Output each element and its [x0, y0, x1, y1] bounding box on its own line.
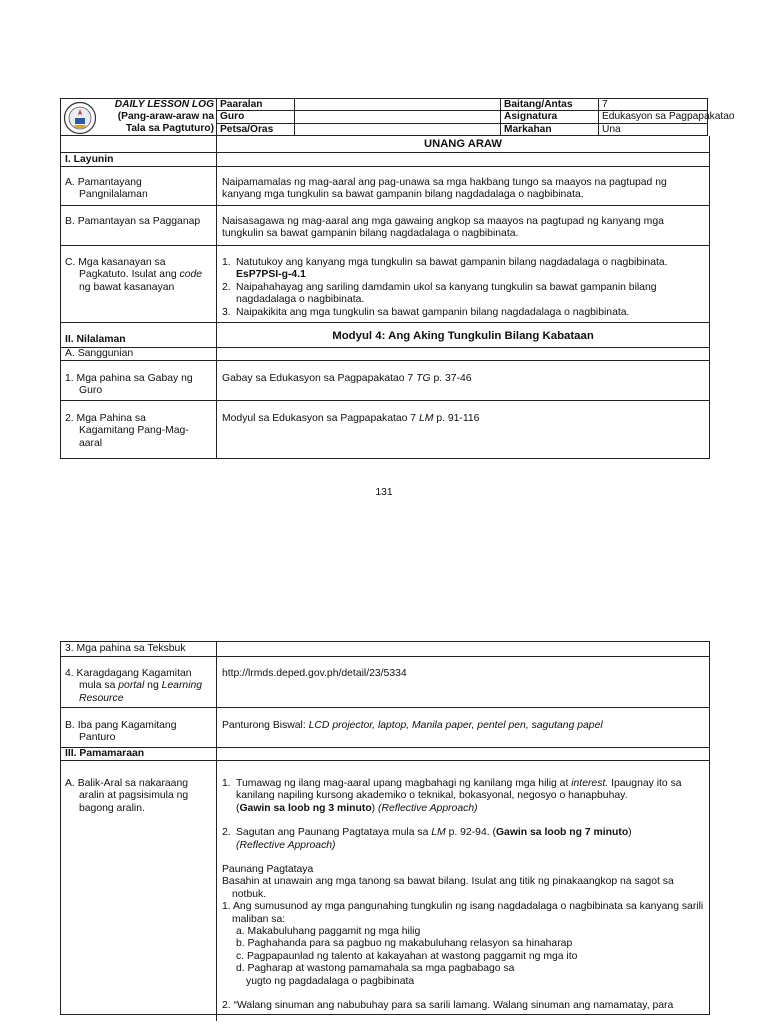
iba-prefix: Panturong Biswal: — [222, 720, 306, 731]
dll-title: DAILY LESSON LOG — [114, 99, 214, 110]
step-2: 2. Sagutan ang Paunang Pagtataya mula sa LM p. 92-94. (Gawin sa loob ng 7 minuto) (Reflective Approach) — [222, 827, 632, 851]
asignatura-value: Edukasyon sa Pagpapakatao — [599, 111, 707, 123]
gabay-tg: TG — [416, 373, 431, 384]
page-number: 131 — [375, 487, 393, 498]
choice-d: d. Pagharap at wastong pamamahala sa mga pagbabago sa yugto ng pagdadalaga o pagbibinata — [236, 963, 515, 987]
c-item-2: 2. Naipahahayag ang sariling damdamin ukol sa kanyang tungkulin sa bawat gampanin bilang nagdadalaga o nagbibinata. — [222, 281, 657, 306]
guro-value — [295, 111, 501, 123]
deped-seal-icon — [63, 101, 97, 135]
asignatura-label: Asignatura — [501, 111, 599, 123]
kagamitan-label-line2: Kagamitang Pang-Mag- — [79, 425, 189, 437]
modyul-title: Modyul 4: Ang Aking Tungkulin Bilang Kabataan — [332, 330, 594, 342]
sanggunian-row — [61, 348, 709, 361]
layunin-row — [61, 153, 709, 167]
paaralan-value — [295, 99, 501, 111]
karagdagang-label-line1: 4. Karagdagang Kagamitan — [65, 668, 192, 679]
portal-word: portal — [118, 680, 145, 692]
kagamitan-lm: LM — [418, 413, 434, 424]
step-1: 1. Tumawag ng ilang mag-aaral upang magbahagi ng kanilang mga hilig at interest. Ipaugnay ito sa kanilang napiling kursong akademiko o teknikal, bokasyonal, negosyo o hanapbuhay. (Gawin sa loob ng 3 minuto) (Reflective Approach) — [222, 778, 682, 814]
c-item-3: 3. Naipakikita ang mga tungkulin sa bawat gampanin bilang nagdadalaga o nagbibinata. — [222, 306, 630, 318]
balik-label-line1: A. Balik-Aral sa nakaraang — [65, 778, 189, 789]
gabay-label-line1: 1. Mga pahina sa Gabay ng — [65, 373, 193, 384]
choice-c: c. Pagpapaunlad ng talento at kakayahan at wastong paggamit ng mga ito — [236, 950, 578, 962]
kasanayan-row — [61, 246, 709, 323]
gabay-pages: p. 37-46 — [433, 373, 472, 384]
layunin-heading: I. Layunin — [61, 153, 217, 166]
a-text: Naipamamalas ng mag-aaral ang pag-unawa sa mga hakbang tungo sa maayos na pagtupad ng kanyang mga tungkulin sa bawat gampanin bilang nagdadalaga o nagbibinata. — [222, 177, 667, 201]
c-label-line2: Pagkatuto. Isulat ang — [79, 269, 177, 281]
dll-subtitle-1: (Pang-araw-araw na — [117, 111, 214, 123]
nilalaman-heading: II. Nilalaman — [61, 323, 217, 347]
markahan-label: Markahan — [501, 124, 599, 136]
pamamaraan-heading: III. Pamamaraan — [61, 748, 217, 760]
kagamitan-text: Modyul sa Edukasyon sa Pagpapakatao 7 — [222, 413, 417, 424]
karagdagang-row: 4. Karagdagang Kagamitan mula sa portal ng Learning Resource http://lrmds.deped.gov.ph/detail/23/5334 — [61, 657, 709, 708]
paunang-instructions: Basahin at unawain ang mga tanong sa bawat bilang. Isulat ang titik ng pinakaangkop na sagot sa notbuk. — [222, 876, 674, 900]
lesson-table-page-2 — [60, 641, 710, 1015]
guro-label: Guro — [217, 111, 295, 123]
teksbuk-row — [61, 642, 709, 657]
question-1: 1. Ang sumusunod ay mga pangunahing tungkulin ng isang nagdadalaga o nagbibinata sa kanyang sarili maliban sa: — [222, 901, 704, 925]
choice-b: b. Paghahanda para sa pagbuo ng makabuluhang relasyon sa hinaharap — [236, 938, 573, 950]
kagamitan-row — [61, 401, 709, 458]
pamamaraan-row — [61, 748, 709, 761]
lesson-log-header — [60, 98, 735, 136]
balik-label-line2: aralin at pagsisimula ng — [79, 790, 189, 802]
a-label-line1: A. Pamantayang — [65, 177, 142, 188]
pamantayan-pagganap-row — [61, 206, 709, 246]
day-title: UNANG ARAW — [424, 138, 502, 150]
b-text: Naisasagawa ng mag-aaral ang mga gawaing angkop sa maayos na pagtupad ng kanyang mga tungkulin sa bawat gampanin bilang nagdadalaga o nagbibinata. — [222, 216, 664, 240]
gabay-label-line2: Guro — [79, 385, 103, 397]
b-label: B. Pamantayan sa Pagganap — [61, 206, 217, 245]
iba-kagamitan-row — [61, 708, 709, 748]
lesson-table-page-1 — [60, 136, 710, 459]
title-block — [61, 99, 217, 136]
choice-a: a. Makabuluhang paggamit ng mga hilig — [236, 926, 421, 938]
question-2: 2. “Walang sinuman ang nabubuhay para sa sarili lamang. Walang sinuman ang namamatay, para — [222, 1000, 674, 1012]
iba-items: LCD projector, laptop, Manila paper, pentel pen, sagutang papel — [308, 720, 603, 731]
step-2-time: Gawin sa loob ng 7 minuto — [495, 827, 629, 839]
sanggunian-label: A. Sanggunian — [61, 348, 217, 360]
dll-subtitle-2: Tala sa Pagtuturo) — [125, 123, 214, 135]
gabay-text: Gabay sa Edukasyon sa Pagpapakatao 7 — [222, 373, 414, 384]
petsa-value — [295, 124, 501, 136]
question-1-choices — [222, 926, 704, 988]
step-1-time: Gawin sa loob ng 3 minuto — [239, 802, 372, 814]
c-item-1: 1. Natutukoy ang kanyang mga tungkulin sa bawat gampanin bilang nagdadalaga o nagbibinata. EsP7PSI-g-4.1 — [222, 257, 668, 281]
iba-label-line1: B. Iba pang Kagamitang — [65, 720, 177, 731]
kagamitan-label-line3: aaral — [79, 437, 103, 449]
kagamitan-pages: p. 91-116 — [436, 413, 480, 424]
a-label-line2: Pangnilalaman — [79, 189, 148, 201]
balik-label-line3: bagong aralin. — [79, 802, 145, 814]
petsa-label: Petsa/Oras — [217, 124, 295, 136]
baitang-label: Baitang/Antas — [501, 99, 599, 111]
paunang-title: Paunang Pagtataya — [222, 864, 314, 876]
gabay-row — [61, 361, 709, 401]
pamantayang-pangnilalaman-row — [61, 167, 709, 206]
c-label-line1: C. Mga kasanayan sa — [65, 257, 166, 268]
lrmds-link[interactable]: http://lrmds.deped.gov.ph/detail/23/5334 — [222, 668, 407, 679]
baitang-value: 7 — [599, 99, 707, 111]
iba-label-line2: Panturo — [79, 732, 116, 744]
teksbuk-label: 3. Mga pahina sa Teksbuk — [61, 642, 217, 656]
balik-aral-row — [61, 761, 709, 1021]
c-code: EsP7PSI-g-4.1 — [236, 269, 306, 281]
c-label-line3: ng bawat kasanayan — [79, 281, 175, 293]
kagamitan-label-line1: 2. Mga Pahina sa — [65, 413, 146, 424]
day-title-row — [61, 136, 709, 153]
nilalaman-row — [61, 323, 709, 348]
markahan-value: Una — [602, 123, 621, 135]
c-label-code: code — [179, 269, 203, 281]
paaralan-label: Paaralan — [217, 99, 295, 111]
